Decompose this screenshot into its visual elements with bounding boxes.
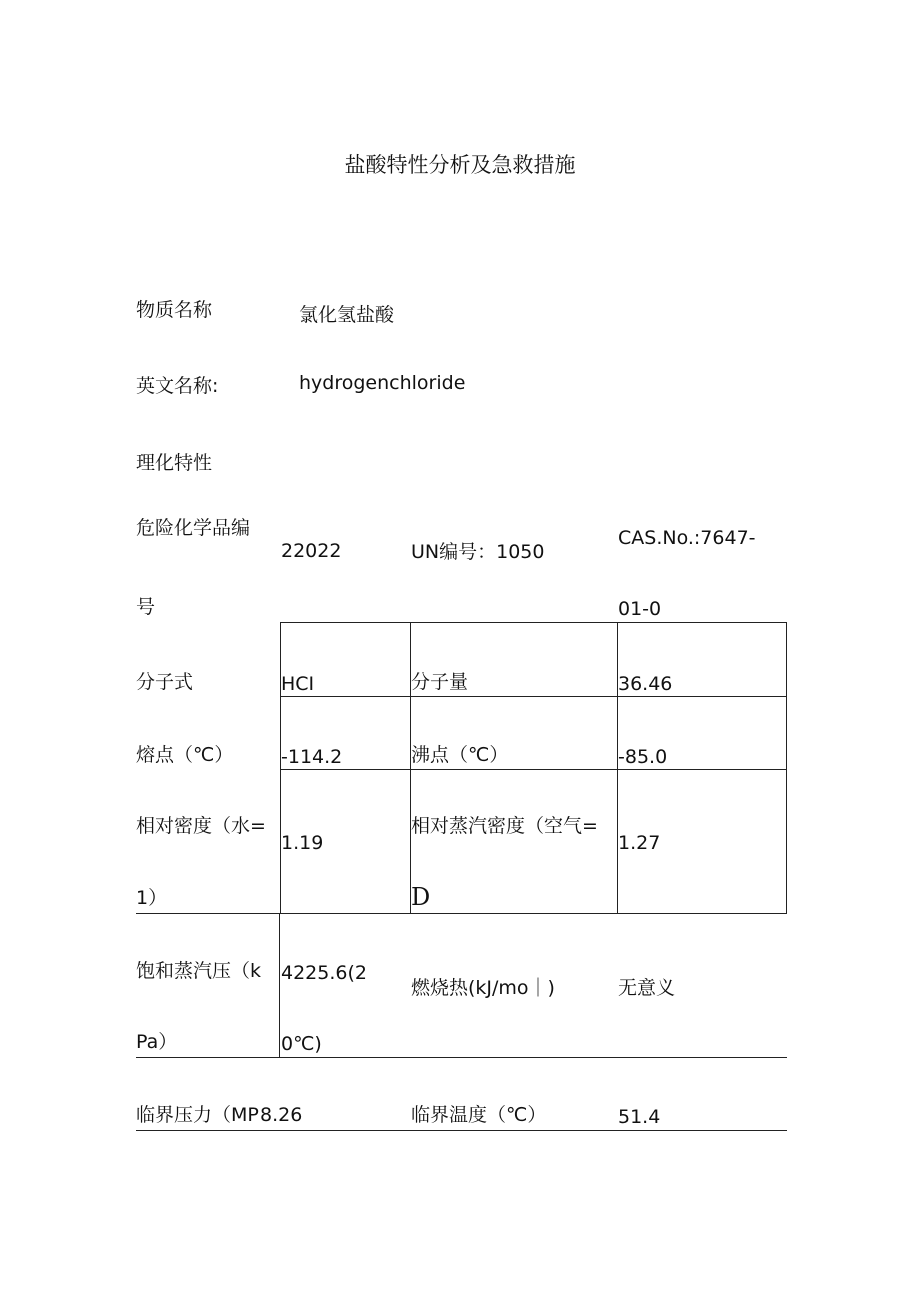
section-heading: 理化特性 — [136, 452, 213, 474]
relative-density-label: 相对密度（水= — [136, 815, 266, 837]
molecular-weight-value: 36.46 — [618, 673, 673, 695]
relative-density-value: 1.19 — [281, 832, 324, 854]
critical-temperature-value: 51.4 — [618, 1106, 661, 1128]
saturated-pressure-label: 饱和蒸汽压（k — [136, 960, 262, 982]
relative-density-label-cont: 1） — [136, 887, 168, 909]
molecular-weight-label: 分子量 — [411, 671, 469, 693]
table-column-rule — [279, 913, 280, 1057]
table-rule — [136, 1057, 787, 1058]
vapor-density-value: 1.27 — [618, 832, 661, 854]
combustion-heat-label: 燃烧热(kJ/mo｜) — [411, 977, 555, 999]
critical-temperature-label: 临界温度（℃） — [411, 1104, 547, 1126]
saturated-pressure-value: 4225.6(2 — [281, 962, 367, 984]
melting-point-value: -114.2 — [281, 746, 343, 768]
hazard-no-value: 22022 — [281, 540, 342, 562]
table-column-rule — [410, 622, 411, 913]
saturated-pressure-value-cont: 0℃) — [281, 1033, 322, 1055]
vapor-density-label: 相对蒸汽密度（空气= — [411, 815, 598, 837]
vapor-density-label-cont: D — [411, 883, 431, 911]
cas-number-cont: 01-0 — [618, 598, 662, 620]
un-number: UN编号：1050 — [411, 541, 545, 563]
hazard-no-label: 危险化学品编 — [136, 517, 251, 539]
critical-pressure-value: 8.26 — [260, 1104, 303, 1126]
table-column-rule — [786, 622, 787, 913]
english-name-label: 英文名称: — [136, 375, 219, 397]
english-name-value: hydrogenchloride — [299, 372, 466, 394]
substance-name-value: 氯化氢盐酸 — [299, 304, 395, 326]
critical-pressure-label: 临界压力（MP — [136, 1104, 259, 1126]
table-rule — [280, 769, 787, 770]
table-column-rule — [617, 622, 618, 913]
table-rule — [136, 913, 787, 914]
combustion-heat-value: 无意义 — [618, 977, 676, 999]
page-title: 盐酸特性分析及急救措施 — [344, 153, 576, 177]
table-rule — [280, 622, 787, 623]
hazard-no-label-cont: 号 — [136, 596, 156, 618]
melting-point-label: 熔点（℃） — [136, 744, 234, 766]
table-rule — [280, 696, 787, 697]
boiling-point-value: -85.0 — [618, 746, 668, 768]
formula-label: 分子式 — [136, 671, 194, 693]
cas-number: CAS.No.:7647- — [618, 527, 756, 549]
formula-value: HCI — [281, 673, 315, 695]
substance-name-label: 物质名称 — [136, 299, 213, 321]
table-column-rule — [280, 622, 281, 913]
table-rule — [136, 1130, 787, 1131]
boiling-point-label: 沸点（℃） — [411, 744, 509, 766]
saturated-pressure-label-cont: Pa） — [136, 1031, 178, 1053]
